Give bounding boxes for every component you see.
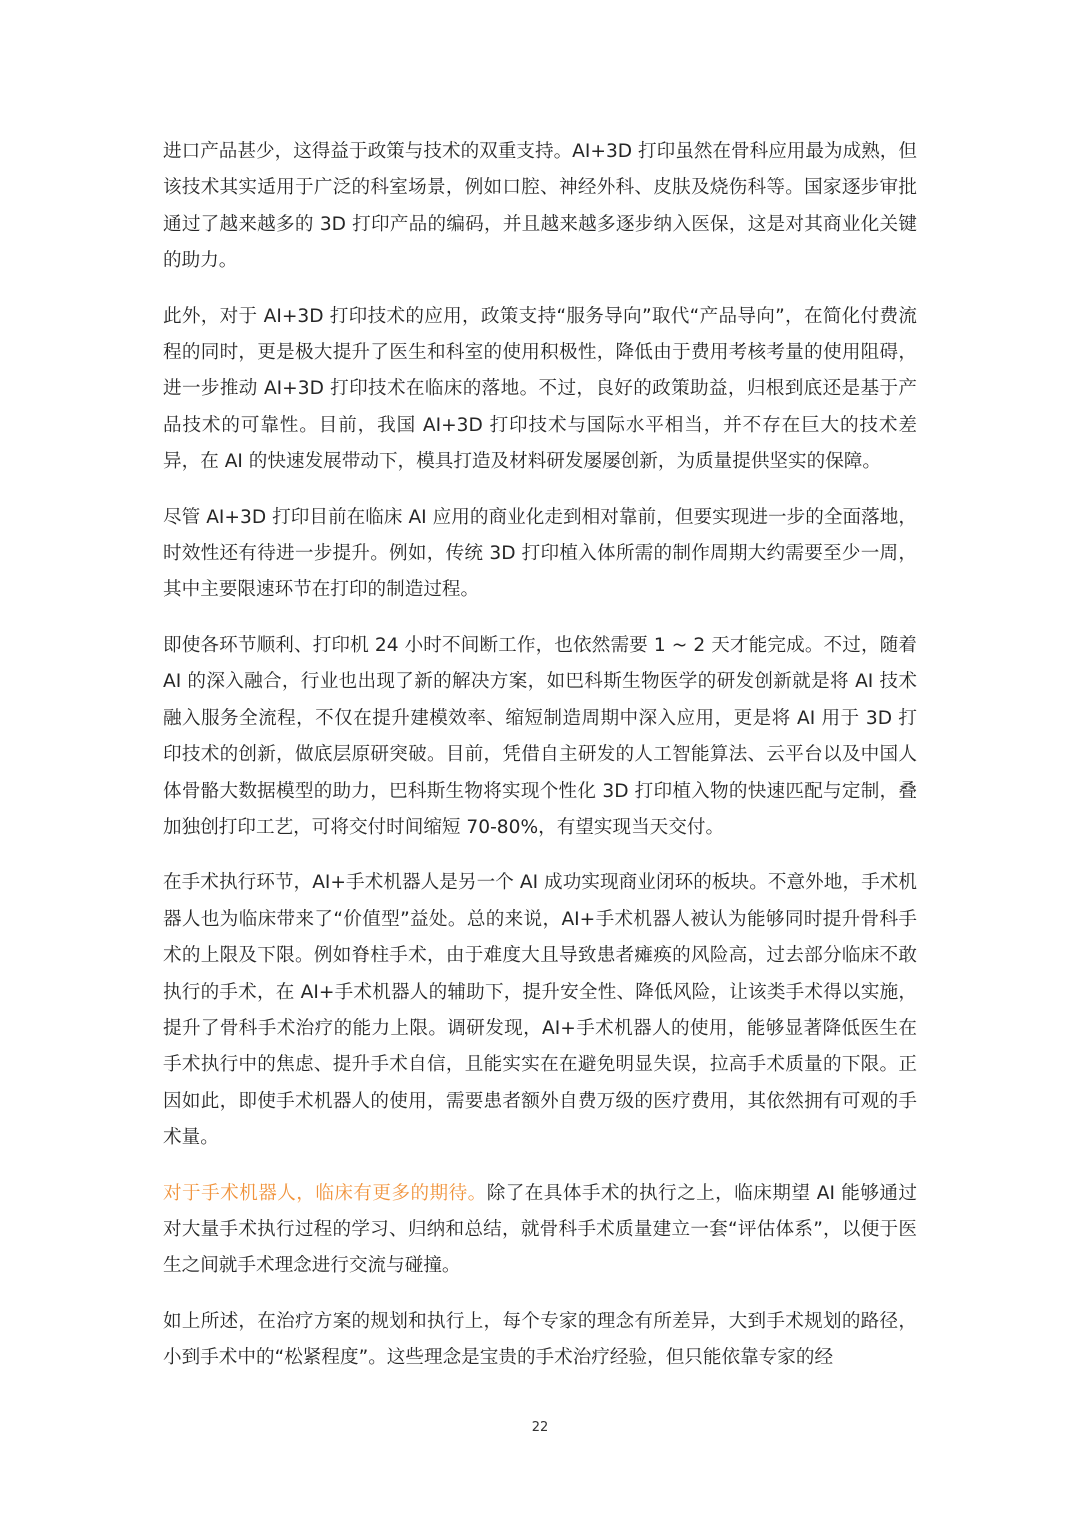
paragraph-6 (163, 1176, 917, 1285)
paragraph-1 (163, 134, 917, 280)
paragraph-4 (163, 628, 917, 846)
paragraph-5 (163, 865, 917, 1156)
paragraph-6-text: 除了在具体手术的执行之上，临床期望 AI 能够通过对大量手术执行过程的学习、归纳和总结，就骨科手术质量建立一套“评估体系”，以便于医生之间就手术理念进行交流与碰撞。 (163, 1182, 917, 1277)
paragraph-1-text: 进口产品甚少，这得益于政策与技术的双重支持。AI+3D 打印虽然在骨科应用最为成熟，但该技术其实适用于广泛的科室场景，例如口腔、神经外科、皮肤及烧伤科等。国家逐步审批通过了越来越多的 3D 打印产品的编码，并且越来越多逐步纳入医保，这是对其商业化关键的助力。 (163, 141, 917, 272)
page-number: 22 (531, 1420, 549, 1435)
paragraph-5-text: 在手术执行环节，AI+手术机器人是另一个 AI 成功实现商业闭环的板块。不意外地，手术机器人也为临床带来了“价值型”益处。总的来说，AI+手术机器人被认为能够同时提升骨科手术的上限及下限。例如脊柱手术，由于难度大且导致患者瘫痪的风险高，过去部分临床不敢执行的手术，在 AI+手术机器人的辅助下，提升安全性、降低风险，让该类手术得以实施，提升了骨科手术治疗的能力上限。调研发现，AI+手术机器人的使用，能够显著降低医生在手术执行中的焦虑、提升手术自信，且能实实在在避免明显失误，拉高手术质量的下限。正因如此，即使手术机器人的使用，需要患者额外自费万级的医疗费用，其依然拥有可观的手术量。 (163, 872, 917, 1149)
paragraph-7-text: 如上所述，在治疗方案的规划和执行上，每个专家的理念有所差异，大到手术规划的路径，小到手术中的“松紧程度”。这些理念是宝贵的手术治疗经验，但只能依靠专家的经 (163, 1310, 917, 1369)
paragraph-3-text: 尽管 AI+3D 打印目前在临床 AI 应用的商业化走到相对靠前，但要实现进一步的全面落地，时效性还有待进一步提升。例如，传统 3D 打印植入体所需的制作周期大约需要至少一周，其中主要限速环节在打印的制造过程。 (163, 506, 917, 601)
paragraph-3 (163, 500, 917, 609)
paragraph-2-text: 此外，对于 AI+3D 打印技术的应用，政策支持“服务导向”取代“产品导向”，在简化付费流程的同时，更是极大提升了医生和科室的使用积极性，降低由于费用考核考量的使用阻碍，进一步推动 AI+3D 打印技术在临床的落地。不过，良好的政策助益，归根到底还是基于产品技术的可靠性。目前，我国 AI+3D 打印技术与国际水平相当，并不存在巨大的技术差异，在 AI 的快速发展带动下，模具打造及材料研发屡屡创新，为质量提供坚实的保障。 (163, 305, 917, 473)
paragraph-4-text: 即使各环节顺利、打印机 24 小时不间断工作，也依然需要 1 ~ 2 天才能完成。不过，随着 AI 的深入融合，行业也出现了新的解决方案，如巴科斯生物医学的研发创新就是将 AI 技术融入服务全流程，不仅在提升建模效率、缩短制造周期中深入应用，更是将 AI 用于 3D 打印技术的创新，做底层原研突破。目前，凭借自主研发的人工智能算法、云平台以及中国人体骨骼大数据模型的助力，巴科斯生物将实现个性化 3D 打印植入物的快速匹配与定制，叠加独创打印工艺，可将交付时间缩短 70-80%，有望实现当天交付。 (163, 634, 917, 838)
document-body (163, 134, 917, 1396)
paragraph-2 (163, 299, 917, 481)
paragraph-7 (163, 1304, 917, 1377)
paragraph-6-highlight: 对于手术机器人，临床有更多的期待。 (163, 1182, 487, 1204)
